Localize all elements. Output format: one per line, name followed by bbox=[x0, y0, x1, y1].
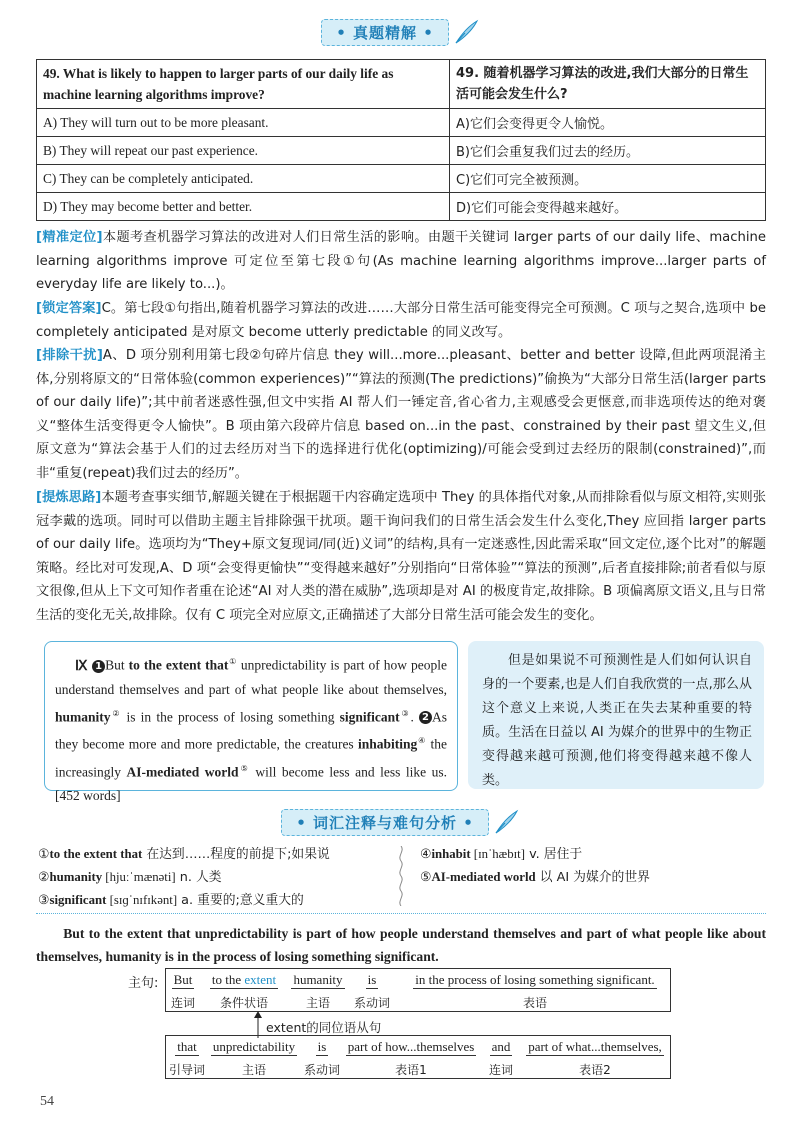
diagram-word: in the process of losing something significant. bbox=[415, 972, 655, 987]
tag-exclude: [排除干扰] bbox=[36, 348, 103, 363]
question-stem-en: 49. What is likely to happen to larger parts of our daily life as machine learning algorithms improve? bbox=[37, 60, 450, 109]
sentence-number: 2 bbox=[419, 711, 432, 724]
diagram-word: is bbox=[317, 1039, 327, 1054]
diagram-word: part of how...themselves bbox=[347, 1039, 475, 1054]
diagram-word: part of what...themselves, bbox=[528, 1039, 662, 1054]
option-row-a bbox=[37, 109, 766, 137]
tag-answer: [锁定答案] bbox=[36, 301, 102, 316]
locate-text: 本题考查机器学习算法的改进对人们日常生活的影响。由题干关键词 larger parts of our daily life、machine learning algorithms improve 可定位至第七段①句(As machine learning algorithms improve...larger parts of everyday life are likely to...)。 bbox=[36, 230, 766, 293]
quill-icon bbox=[453, 19, 479, 45]
option-en: A) They will turn out to be more pleasant. bbox=[37, 109, 450, 137]
option-row-c bbox=[37, 165, 766, 193]
vocab-list-left bbox=[38, 843, 398, 912]
tag-refine: [提炼思路] bbox=[36, 490, 102, 505]
divider-squiggle bbox=[395, 846, 407, 906]
arrow-up-icon bbox=[252, 1010, 264, 1038]
option-cn: A)它们会变得更令人愉悦。 bbox=[450, 109, 766, 137]
exclude-text: A、D 项分别利用第七段②句碎片信息 they will...more...pleasant、better and better 设障,但此两项混淆主体,分别将原文的“日常体验(common experiences)”“算法的预测(The predictions)”偷换为“大部分日常生活(larger parts of our daily life)”;其中前者迷惑性强,但文中实指 AI 帮人们一锤定音,省心省力,主观感受会更惬意,而非选项传达的绝对褒义“整体生活变得更令人愉快”。B 项由第六段碎片信息 based on...in the past、constrained by their past 望文生义,但原文意为“算法会基于人们的过去经历对当下的选择进行优化(optimizing)/可能会受到过去经历的限制(constrained)”,而非“重复(repeat)我们过去的经历”。 bbox=[36, 348, 766, 481]
option-en: C) They can be completely anticipated. bbox=[37, 165, 450, 193]
diagram-role: 表语 bbox=[522, 996, 547, 1010]
translation-box bbox=[468, 641, 764, 789]
analysis-answer bbox=[36, 297, 766, 344]
diagram-word: that bbox=[177, 1039, 197, 1054]
keyword: AI-mediated world bbox=[126, 764, 239, 779]
section-title: • 词汇注释与难句分析 • bbox=[281, 809, 489, 836]
keyword: significant bbox=[339, 709, 400, 724]
dotted-divider bbox=[36, 913, 766, 914]
section-header-real-question bbox=[300, 18, 500, 46]
option-row-d bbox=[37, 193, 766, 221]
page-number: 54 bbox=[40, 1094, 54, 1109]
option-cn: C)它们可完全被预测。 bbox=[450, 165, 766, 193]
diagram-role: 表语2 bbox=[579, 1063, 611, 1077]
diagram-role: 主语 bbox=[241, 1063, 266, 1077]
keyword: to the extent that bbox=[128, 657, 229, 673]
vocab-item: ②humanity [hjuːˈmænəti] n. 人类 bbox=[38, 870, 222, 885]
vocab-item: ④inhabit [ɪnˈhæbɪt] v. 居住于 bbox=[420, 847, 583, 862]
main-clause-label: 主句: bbox=[128, 976, 159, 991]
option-en: B) They will repeat our past experience. bbox=[37, 137, 450, 165]
diagram-role: 引导词 bbox=[168, 1063, 205, 1077]
diagram-role: 系动词 bbox=[353, 996, 390, 1010]
refine-text: 本题考查事实细节,解题关键在于根据题干内容确定选项中 They 的具体指代对象,从而排除看似与原文相符,实则张冠李戴的选项。同时可以借助主题主旨排除强干扰项。题干询问我们的日常生活会发生什么变化,They 应回指 larger parts of our daily life。选项均为“They+原文复现词/同(近)义词”的结构,具有一定迷惑性,因此需采取“回文定位,逐个比对”的解题策略。经比对可发现,A、D 项“会变得更愉快”“变得越来越好”分别指向“日常体验”“算法的预测”,后者直接排除;前者看似与原文很像,但从上下文可知作者重在论述“AI 对人类的潜在威胁”,选项却是对 AI 的极度肯定,故排除。B 项偏离原文语义,且与日常生活的变化无关,故排除。仅有 C 项完全对应原文,正确描述了大部分日常生活可能会发生的变化。 bbox=[36, 490, 766, 623]
translation-text: 但是如果说不可预测性是人们如何认识自身的一个要素,也是人们自我欣赏的一点,那么从这个意义上来说,人类正在失去某种重要的特质。生活在日益以 AI 为媒介的世界中的生物正变得越来越可预测,他们将变得越来越不像人类。 bbox=[482, 653, 752, 788]
difficult-sentence: But to the extent that unpredictability is part of how people understand themselves and part of what people like about themselves, humanity is in the process of losing something significant. bbox=[36, 926, 766, 964]
vocab-item: ③significant [sɪɡˈnɪfɪkənt] a. 重要的;意义重大的 bbox=[38, 893, 304, 908]
diagram-word: is bbox=[367, 972, 377, 987]
analysis-locate bbox=[36, 226, 766, 297]
keyword: inhabiting bbox=[357, 736, 418, 752]
answer-text: C。第七段①句指出,随着机器学习算法的改进……大部分日常生活可能变得完全可预测。C 项与之契合,选项中 be completely anticipated 是对原文 become utterly predictable 的同义改写。 bbox=[36, 301, 766, 340]
vocab-item: ①to the extent that 在达到……程度的前提下;如果说 bbox=[38, 847, 330, 862]
vocab-list-right bbox=[420, 843, 766, 889]
section-header-vocab bbox=[270, 808, 530, 836]
appositive-label: extent的同位语从句 bbox=[266, 1020, 382, 1035]
option-row-b bbox=[37, 137, 766, 165]
quill-icon bbox=[493, 809, 519, 835]
diagram-word: to the extent bbox=[211, 972, 277, 987]
diagram-word: humanity bbox=[293, 972, 343, 987]
diagram-role: 连词 bbox=[488, 1063, 513, 1077]
tag-locate: [精准定位] bbox=[36, 230, 103, 245]
passage-text: Ⅸ 1 But to the extent that① unpredictability is part of how people understand themselves and part of what people like about themselves, humanity② is in the process of losing something significant③. 2 As they become more and more predictable, the creatures inhabiting④ the increasingly AI-mediated world⑤ will become less and less like us. [452 words] bbox=[55, 657, 448, 803]
analysis-refine bbox=[36, 486, 766, 628]
diagram-word: But bbox=[173, 972, 193, 987]
option-cn: B)它们会重复我们过去的经历。 bbox=[450, 137, 766, 165]
option-en: D) They may become better and better. bbox=[37, 193, 450, 221]
para-label: Ⅸ bbox=[75, 657, 89, 673]
diagram-role: 连词 bbox=[170, 996, 195, 1010]
question-table bbox=[36, 59, 766, 221]
option-cn: D)它们可能会变得越来越好。 bbox=[450, 193, 766, 221]
vocab-item: ⑤AI-mediated world 以 AI 为媒介的世界 bbox=[420, 870, 650, 885]
highlight-extent: extent bbox=[244, 972, 277, 987]
diagram-word: unpredictability bbox=[212, 1039, 296, 1054]
diagram-role: 系动词 bbox=[303, 1063, 340, 1077]
diagram-role: 主语 bbox=[305, 996, 330, 1010]
diagram-role: 表语1 bbox=[395, 1063, 427, 1077]
question-stem-cn: 49. 随着机器学习算法的改进,我们大部分的日常生活可能会发生什么? bbox=[450, 60, 766, 109]
sentence-number: 1 bbox=[92, 660, 105, 673]
section-title: • 真题精解 • bbox=[321, 19, 449, 46]
diagram-word: and bbox=[491, 1039, 511, 1054]
diagram-role: 条件状语 bbox=[219, 996, 268, 1010]
passage-box-en bbox=[44, 641, 458, 803]
keyword: humanity bbox=[55, 709, 111, 724]
analysis-exclude bbox=[36, 344, 766, 486]
